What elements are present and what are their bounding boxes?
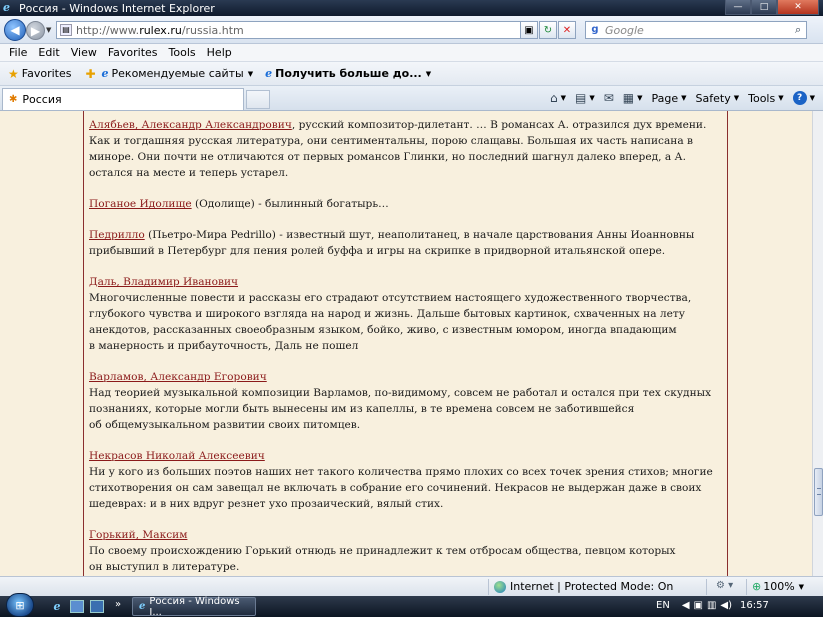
list-item: Поганое Идолище (Одолище) - былинный богатырь…: [89, 198, 389, 210]
new-tab-button[interactable]: [246, 90, 270, 109]
safety-menu[interactable]: Safety ▼: [695, 91, 740, 105]
maximize-button[interactable]: □: [751, 0, 777, 15]
entry-link-nekrasov[interactable]: Некрасов Николай Алексеевич: [89, 450, 265, 462]
quicklaunch-ie-icon[interactable]: e: [53, 600, 61, 613]
home-icon: ⌂: [549, 91, 558, 105]
menu-bar: [0, 44, 823, 62]
command-bar: [541, 91, 815, 105]
vertical-scrollbar[interactable]: [812, 111, 823, 576]
minimize-button[interactable]: —: [725, 0, 751, 15]
right-border-line: [727, 111, 728, 576]
print-button[interactable]: [623, 91, 643, 105]
menu-help[interactable]: Help: [206, 46, 232, 59]
address-toolbar: [0, 16, 823, 44]
rss-icon: ▤: [574, 91, 587, 105]
tray-app-icon[interactable]: ▣: [693, 600, 703, 611]
favorites-button[interactable]: Favorites: [21, 67, 72, 80]
add-to-favorites-icon[interactable]: ✚: [85, 66, 96, 81]
recent-pages-chevron-icon[interactable]: ▼: [46, 26, 52, 34]
left-border-line: [83, 111, 84, 576]
page-content: [0, 111, 812, 576]
grip-icon: [817, 488, 821, 495]
page-menu[interactable]: Page ▼: [651, 91, 687, 105]
status-bar: [0, 576, 823, 596]
page-icon: ▤: [60, 24, 72, 36]
home-button[interactable]: [550, 91, 566, 105]
mail-button[interactable]: [604, 91, 614, 105]
tab-russia[interactable]: [2, 88, 244, 110]
list-item: Даль, Владимир Иванович Многочисленные повести и рассказы его страдают отсутствием настоящего художественного творчества, глубокого чувства и широкого взгляда на народ и жизнь. Дальше бытовых картинок, схваченных на лету анекдотов, рассказанных своеобразным языком, бойко, живо, с известным юмором, иногда впадающим в манерность и прибауточность, Даль не пошел: [89, 276, 692, 352]
search-icon[interactable]: ⌕: [795, 23, 802, 36]
system-tray: [656, 600, 769, 611]
back-button[interactable]: ◀: [4, 19, 26, 41]
search-input[interactable]: [585, 21, 807, 39]
security-zone[interactable]: Internet | Protected Mode: On: [494, 580, 673, 593]
entry-link-alyabyev[interactable]: Алябьев, Александр Александрович: [89, 119, 292, 131]
printer-icon: ▦: [622, 91, 635, 105]
search-placeholder: Google: [605, 23, 644, 37]
windows-logo-icon: ⊞: [15, 598, 25, 612]
entry-link-poganoe-idolische[interactable]: Поганое Идолище: [89, 198, 192, 210]
mail-icon: ✉: [603, 91, 614, 105]
chevron-down-icon[interactable]: ▼: [560, 94, 566, 102]
quicklaunch-more-icon[interactable]: »: [115, 599, 122, 610]
ie-logo-icon: e: [139, 601, 146, 612]
entry-link-pedrillo[interactable]: Педрилло: [89, 229, 145, 241]
menu-tools[interactable]: Tools: [168, 46, 196, 59]
help-icon: ?: [793, 91, 807, 105]
list-item: Алябьев, Александр Александрович, русский композитор-дилетант. … В романсах А. отразился дух времени. Как и тогдашняя русская литература, они сентиментальны, порою слащавы. Большая их часть написана в миноре. Они почти не отличаются от первых романсов Глинки, но последний шагнул далеко вперед, а А. остался на месте и теперь устарел.: [89, 119, 707, 179]
help-menu[interactable]: [793, 91, 815, 105]
google-icon: g: [591, 24, 599, 35]
article-list: [89, 117, 723, 576]
chevron-down-icon[interactable]: ▼: [247, 69, 254, 78]
tab-label: Россия: [22, 93, 62, 106]
list-item: Горький, Максим По своему происхождению Горький отнюдь не принадлежит к тем отбросам общества, певцом которых он выступил в литературе.: [89, 529, 676, 573]
ie-logo-icon: e: [3, 1, 10, 14]
chevron-down-icon: ▼: [681, 94, 687, 102]
page-favicon-icon: ✱: [9, 94, 18, 105]
title-bar: [0, 0, 823, 16]
url-text[interactable]: http://www.rulex.ru/russia.htm: [76, 23, 244, 37]
list-item: Варламов, Александр Егорович Над теорией музыкальной композиции Варламов, по-видимому, совсем не работал и остался при тех скудных познаниях, которые могли быть вынесены им из капеллы, в те времена совсем не заботившейся об общемузыкальном развитии своих питомцев.: [89, 371, 712, 431]
quicklaunch-switch-icon[interactable]: [90, 600, 104, 613]
chevron-down-icon: ▼: [778, 94, 784, 102]
tools-menu[interactable]: Tools ▼: [748, 91, 784, 105]
compatibility-view-icon[interactable]: ▣: [520, 21, 538, 39]
stop-icon[interactable]: ✕: [558, 21, 576, 39]
status-divider: [488, 579, 489, 595]
zoom-control[interactable]: ⊕ 100% ▼: [752, 580, 805, 593]
ie-page-icon: e: [101, 67, 109, 80]
tab-bar: [0, 86, 823, 111]
chevron-down-icon: ▼: [809, 94, 815, 102]
menu-view[interactable]: View: [70, 46, 97, 59]
chevron-down-icon[interactable]: ▼: [637, 94, 643, 102]
address-actions: [520, 21, 577, 39]
close-button[interactable]: ✕: [777, 0, 819, 15]
start-button[interactable]: [6, 593, 34, 617]
list-item: Педрилло (Пьетро-Мира Pedrillo) - известный шут, неаполитанец, в начале царствования Анны Иоанновны прибывший в Петербург для пения ролей буффа и игры на скрипке в придворной итальянской опере.: [89, 229, 695, 257]
fav-link-get-more[interactable]: e Получить больше до... ▼: [265, 67, 432, 80]
status-divider: [746, 579, 747, 595]
favorites-star-icon[interactable]: ★: [8, 66, 19, 81]
status-divider: [706, 579, 707, 595]
chevron-down-icon[interactable]: ▼: [589, 94, 595, 102]
scrollbar-thumb[interactable]: [814, 468, 823, 516]
list-item: Некрасов Николай Алексеевич Ни у кого из больших поэтов наших нет такого количества прямо плохих со всех точек зрения стихов; многие стихотворения он сам завещал не включать в собрание его сочинений. Некрасов не выдержан даже в своих шедеврах: и в них вдруг резнет ухо прозаический, вялый стих.: [89, 450, 713, 510]
refresh-icon[interactable]: ↻: [539, 21, 557, 39]
taskbar-ie-window[interactable]: e Россия - Windows I...: [132, 597, 256, 616]
tray-network-icon[interactable]: ▥: [706, 600, 717, 611]
window-controls: [725, 0, 819, 15]
feeds-button[interactable]: [575, 91, 595, 105]
taskbar: [0, 596, 823, 617]
menu-edit[interactable]: Edit: [38, 46, 60, 59]
globe-icon: [494, 581, 506, 593]
menu-file[interactable]: File: [9, 46, 28, 59]
quicklaunch-desktop-icon[interactable]: [70, 600, 84, 613]
language-indicator[interactable]: EN: [656, 600, 670, 611]
entry-link-dal[interactable]: Даль, Владимир Иванович: [89, 276, 239, 288]
tray-arrow-icon[interactable]: ◀: [681, 600, 690, 611]
popup-blocker-icon[interactable]: ⚙ ▾: [716, 580, 734, 591]
window-title: Россия - Windows Internet Explorer: [19, 1, 215, 15]
forward-button[interactable]: ▶: [26, 21, 45, 40]
tray-volume-icon[interactable]: ◀): [720, 600, 733, 611]
clock[interactable]: 16:57: [740, 600, 769, 611]
zoom-icon: ⊕: [752, 580, 762, 593]
fav-link-suggested[interactable]: e Рекомендуемые сайты ▼: [101, 67, 254, 80]
menu-favorites[interactable]: Favorites: [107, 46, 158, 59]
chevron-down-icon[interactable]: ▼: [798, 582, 805, 591]
chevron-down-icon[interactable]: ▼: [425, 69, 432, 78]
chevron-down-icon: ▼: [733, 94, 740, 102]
address-input[interactable]: [56, 21, 522, 39]
ie-page-icon: e: [265, 67, 273, 80]
entry-link-gorky[interactable]: Горький, Максим: [89, 529, 188, 541]
entry-link-varlamov[interactable]: Варламов, Александр Егорович: [89, 371, 267, 383]
favorites-bar: [0, 62, 823, 86]
